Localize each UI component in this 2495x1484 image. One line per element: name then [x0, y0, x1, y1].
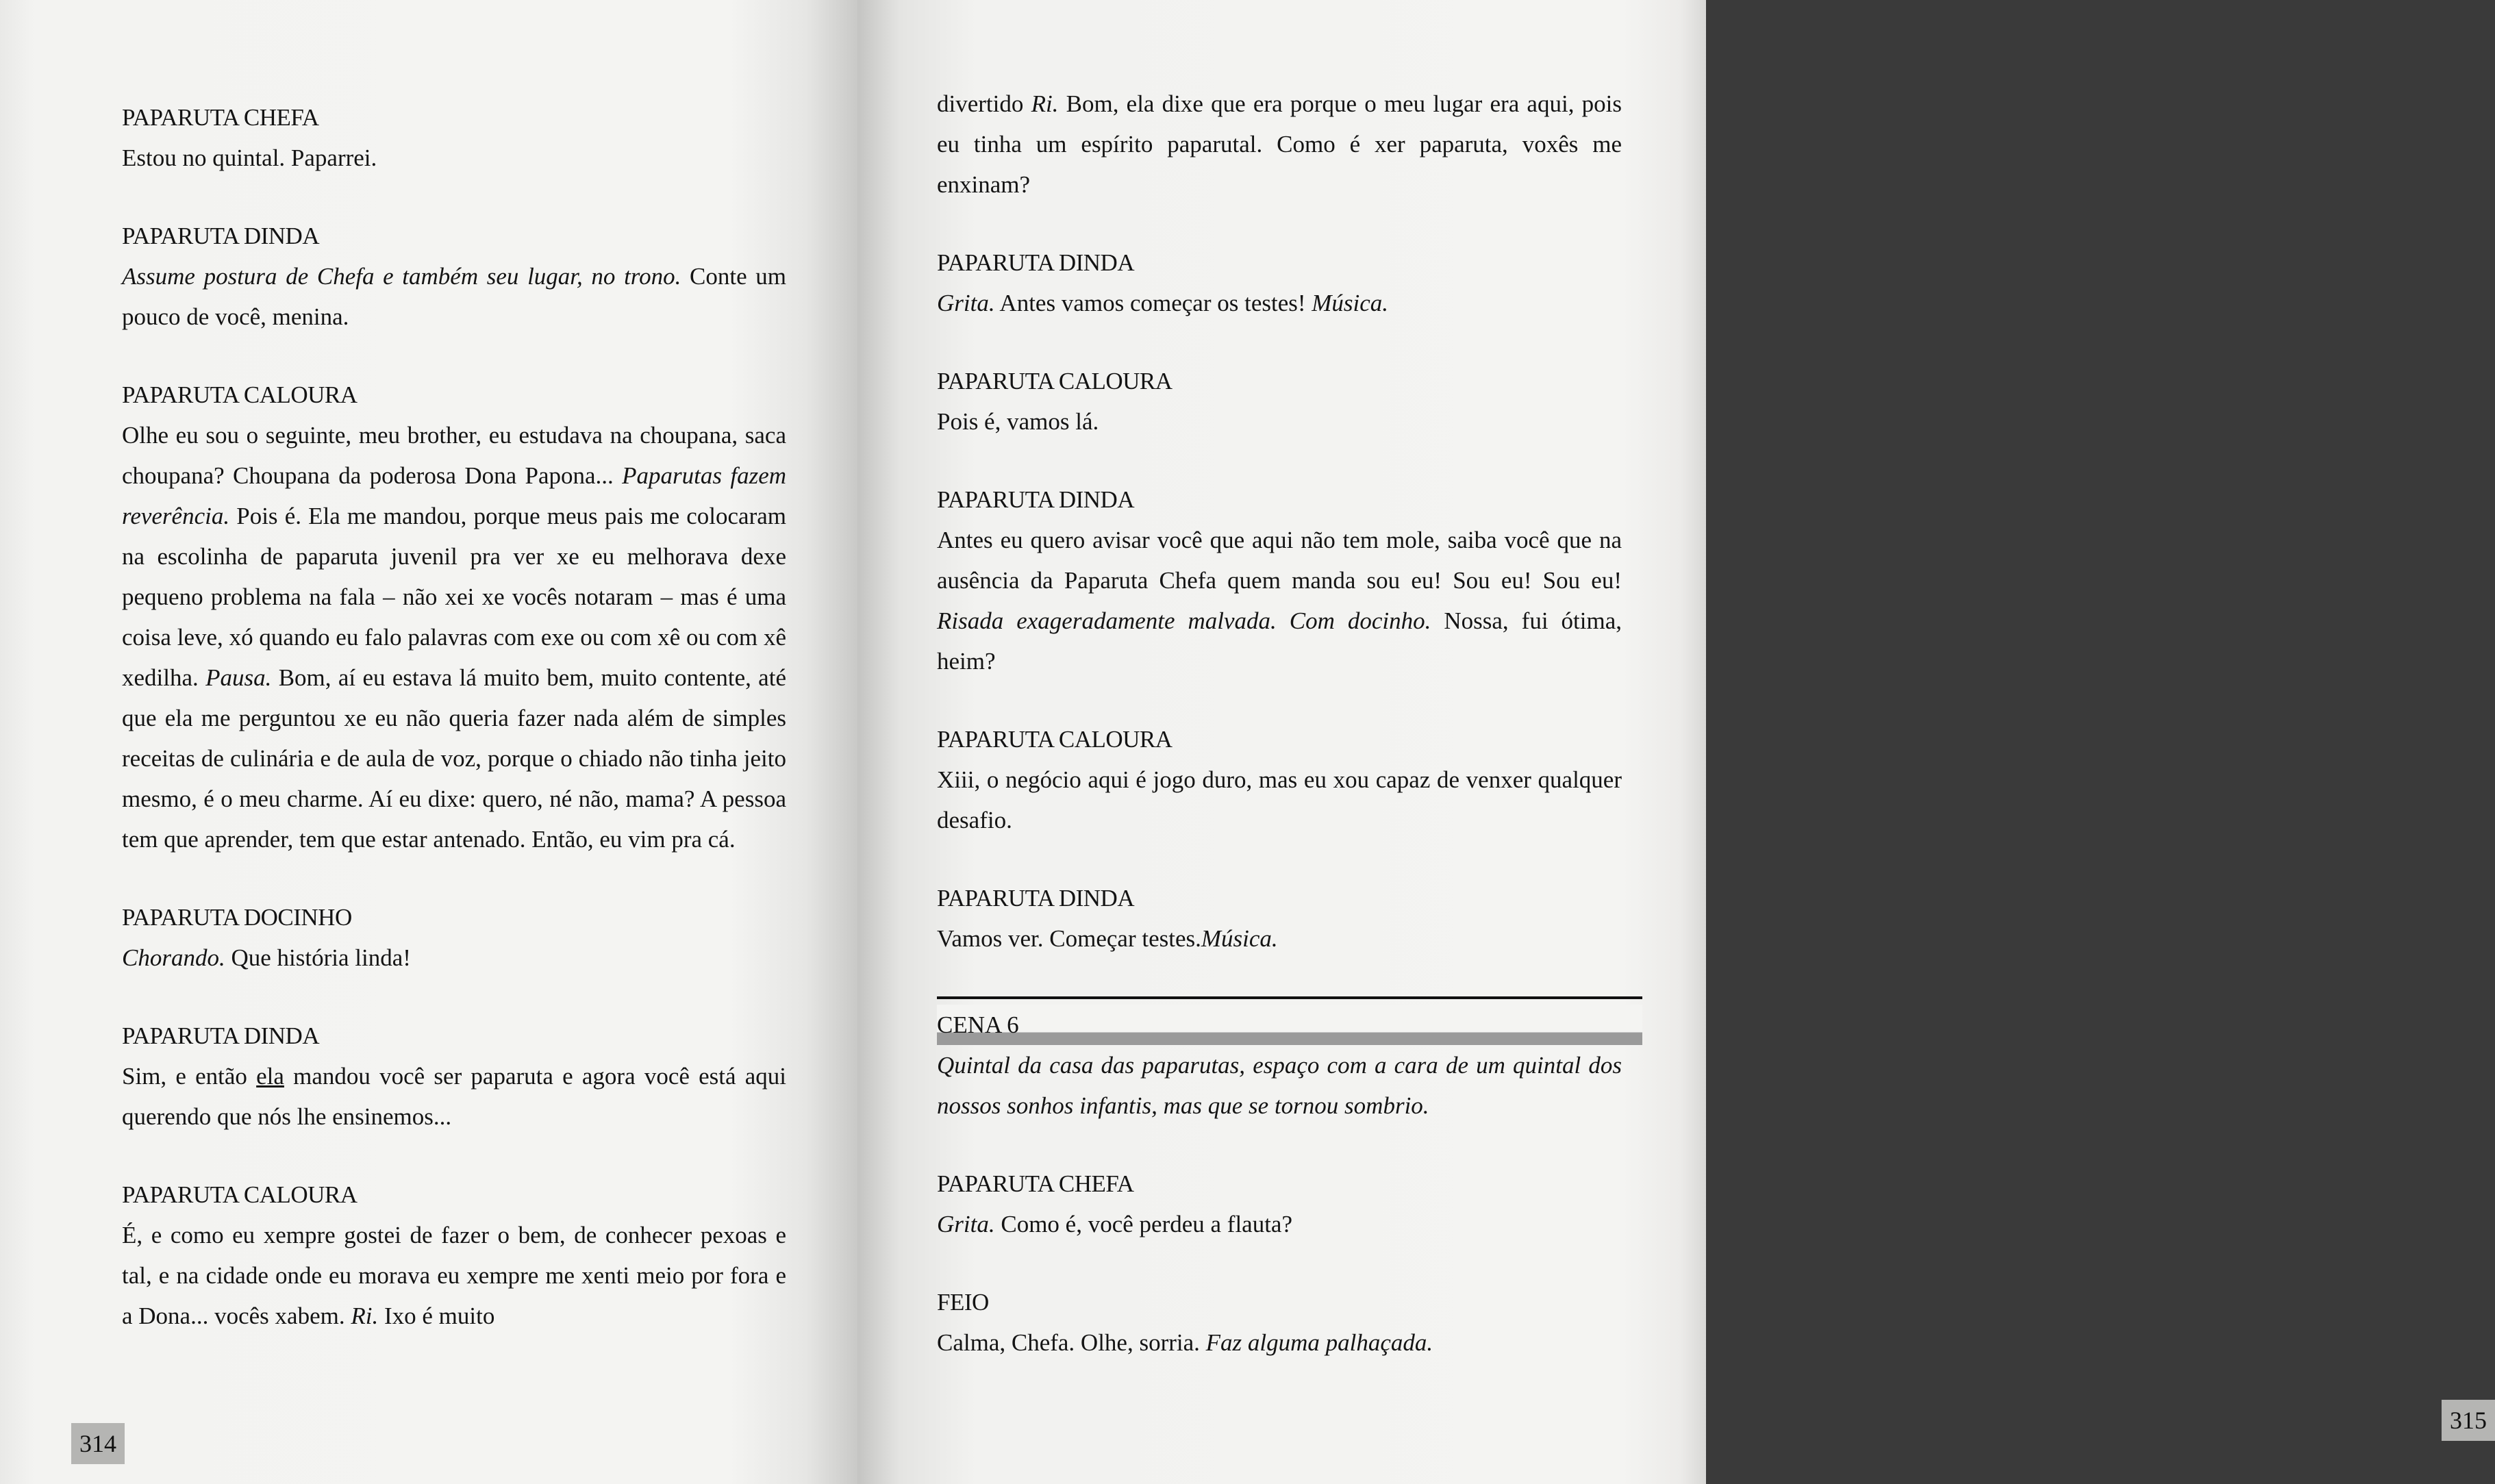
dialogue-text: Pois é, vamos lá.: [937, 408, 1099, 435]
dialogue-text: Olhe eu sou o seguinte, meu brother, eu estudava na choupana, saca choupana? Choupana da poderosa Dona Papona... Paparutas fazem reverência. Pois é. Ela me mandou, porque meus pais me colocaram na escolinha de paparuta juvenil pra ver xe eu melhorava dexe pequeno problema na fala – não xei xe vocês notaram – mas é uma coisa leve, xó quando eu falo palavras com exe ou com xê ou com xê xedilha. Pausa. Bom, aí eu estava lá muito bem, muito contente, até que ela me perguntou xe eu não queria fazer nada além de simples receitas de culinária e de aula de voz, porque o chiado não tinha jeito mesmo, é o meu charme. Aí eu dixe: quero, né não, mama? A pessoa tem que aprender, tem que estar antenado. Então, eu vim pra cá.: [122, 422, 787, 853]
dialogue-block: [122, 1016, 786, 1137]
dialogue-text: Calma, Chefa. Olhe, sorria. Faz alguma palhaçada.: [937, 1329, 1433, 1356]
page-number-right: 315: [2442, 1400, 2495, 1441]
speaker-name: PAPARUTA DINDA: [937, 486, 1135, 513]
speaker-name: PAPARUTA DOCINHO: [122, 904, 352, 931]
right-text-column: [937, 84, 1622, 1400]
continuation-text: divertido Ri. Bom, ela dixe que era porque o meu lugar era aqui, pois eu tinha um espírito paparutal. Como é xer paparuta, voxês me enxinam?: [937, 90, 1622, 198]
after-scene-dialogue-blocks: [937, 1164, 1622, 1363]
speaker-name: PAPARUTA DINDA: [937, 249, 1135, 276]
speaker-name: PAPARUTA DINDA: [937, 885, 1135, 911]
dialogue-text: Sim, e então ela mandou você ser paparuta e agora você está aqui querendo que nós lhe ensinemos...: [122, 1063, 786, 1130]
speaker-name: PAPARUTA CALOURA: [122, 381, 358, 408]
dialogue-block: [937, 878, 1622, 959]
right-dialogue-blocks: [937, 242, 1622, 959]
dialogue-block: [122, 216, 786, 337]
dialogue-block: [937, 361, 1622, 442]
dialogue-block: [937, 242, 1622, 323]
dialogue-text: Chorando. Que história linda!: [122, 944, 411, 971]
dialogue-block: [937, 719, 1622, 840]
speaker-name: PAPARUTA CALOURA: [122, 1181, 358, 1208]
dialogue-block: [122, 375, 786, 859]
speaker-name: PAPARUTA CALOURA: [937, 726, 1173, 753]
dialogue-text: É, e como eu xempre gostei de fazer o bem, de conhecer pexoas e tal, e na cidade onde eu morava eu xempre me xenti meio por fora e a Dona... vocês xabem. Ri. Ixo é muito: [122, 1222, 786, 1329]
scene-divider: [937, 996, 1642, 999]
right-page: [857, 0, 2487, 1484]
page-number-left: 314: [71, 1423, 125, 1464]
continuation-block: [937, 84, 1622, 205]
left-dialogue-blocks: [122, 97, 786, 1336]
dialogue-text: Vamos ver. Começar testes.Música.: [937, 925, 1278, 952]
dialogue-block: [122, 897, 786, 978]
scene-block: [937, 996, 1622, 1126]
left-page: [0, 0, 857, 1484]
dialogue-text: Antes eu quero avisar você que aqui não tem mole, saiba você que na ausência da Paparuta Chefa quem manda sou eu! Sou eu! Sou eu! Risada exageradamente malvada. Com docinho. Nossa, fui ótima, heim?: [937, 527, 1622, 675]
dialogue-text: Estou no quintal. Paparrei.: [122, 144, 377, 171]
left-text-column: [122, 97, 786, 1374]
speaker-name: PAPARUTA CALOURA: [937, 368, 1173, 394]
scene-heading-text: CENA 6: [937, 1011, 1019, 1038]
scene-description: Quintal da casa das paparutas, espaço com a cara de um quintal dos nossos sonhos infantis, mas que se tornou sombrio.: [937, 1052, 1622, 1119]
speaker-name: PAPARUTA DINDA: [122, 1022, 320, 1049]
dialogue-text: Grita. Como é, você perdeu a flauta?: [937, 1211, 1292, 1237]
dialogue-text: Grita. Antes vamos começar os testes! Música.: [937, 290, 1389, 316]
dialogue-block: [937, 1164, 1622, 1244]
speaker-name: PAPARUTA CHEFA: [937, 1170, 1134, 1197]
scene-heading: [937, 1005, 1642, 1045]
speaker-name: PAPARUTA DINDA: [122, 223, 320, 249]
speaker-name: PAPARUTA CHEFA: [122, 104, 319, 131]
speaker-name: FEIO: [937, 1289, 989, 1316]
dialogue-block: [122, 1174, 786, 1336]
dialogue-block: [122, 97, 786, 178]
dialogue-block: [937, 479, 1622, 681]
dialogue-text: Xiii, o negócio aqui é jogo duro, mas eu xou capaz de venxer qualquer desafio.: [937, 766, 1622, 833]
dialogue-text: Assume postura de Chefa e também seu lugar, no trono. Conte um pouco de você, menina.: [122, 263, 787, 330]
dialogue-block: [937, 1282, 1622, 1363]
